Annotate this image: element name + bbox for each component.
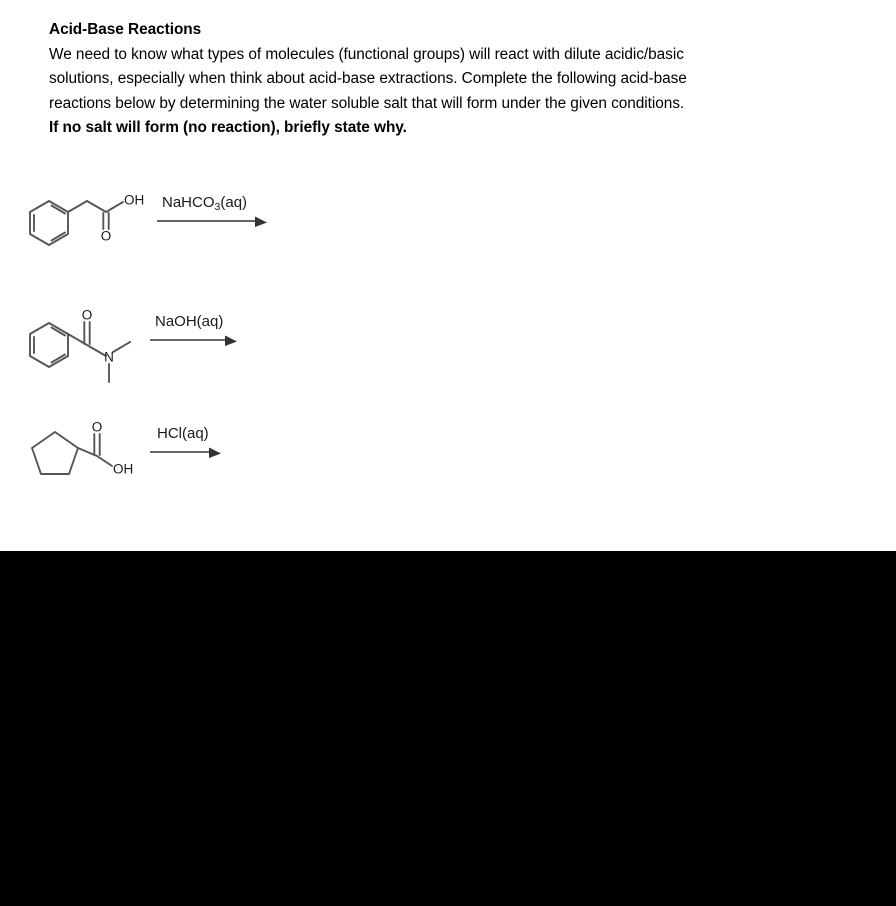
structure-n-n-dimethylbenzamide: [18, 290, 168, 385]
reagent-label-1: [162, 194, 247, 211]
structure-cyclopentanecarboxylic-acid: [18, 408, 168, 488]
reagent-formula-subscript: 3: [214, 201, 221, 213]
reaction-arrow-3: [148, 446, 248, 464]
intro-text-block: [49, 18, 849, 141]
intro-line-3: reactions below by determining the water soluble salt that will form under the given conditions.: [49, 94, 685, 112]
reaction-arrow-1: [155, 215, 275, 233]
page-title: Acid-Base Reactions: [49, 21, 202, 38]
black-letterbox-band: [0, 551, 896, 906]
intro-line-2: solutions, especially when think about acid-base extractions. Complete the following acid-base: [49, 70, 687, 87]
atom-label-carbonyl-o: O: [91, 419, 103, 435]
reagent-label-3: [157, 425, 209, 442]
intro-closing-line: If no salt will form (no reaction), briefly state why.: [49, 119, 407, 136]
atom-label-oh: OH: [113, 461, 134, 477]
atom-label-oh: OH: [124, 192, 145, 208]
reaction-arrow-2: [148, 334, 258, 352]
reagent-formula-suffix: (aq): [220, 194, 248, 211]
reagent-formula-prefix: NaHCO: [162, 194, 215, 211]
atom-label-carbonyl-o: O: [100, 228, 112, 244]
atom-label-nitrogen: N: [104, 349, 114, 365]
atom-label-carbonyl-o: O: [81, 307, 93, 323]
structure-phenylacetic-acid: [18, 185, 168, 255]
reagent-formula-prefix: HCl(aq): [157, 425, 209, 442]
reagent-label-2: [155, 313, 223, 330]
intro-line-1: We need to know what types of molecules (functional groups) will react with dilute acidic/basic: [49, 45, 684, 63]
reagent-formula-prefix: NaOH(aq): [155, 313, 224, 330]
